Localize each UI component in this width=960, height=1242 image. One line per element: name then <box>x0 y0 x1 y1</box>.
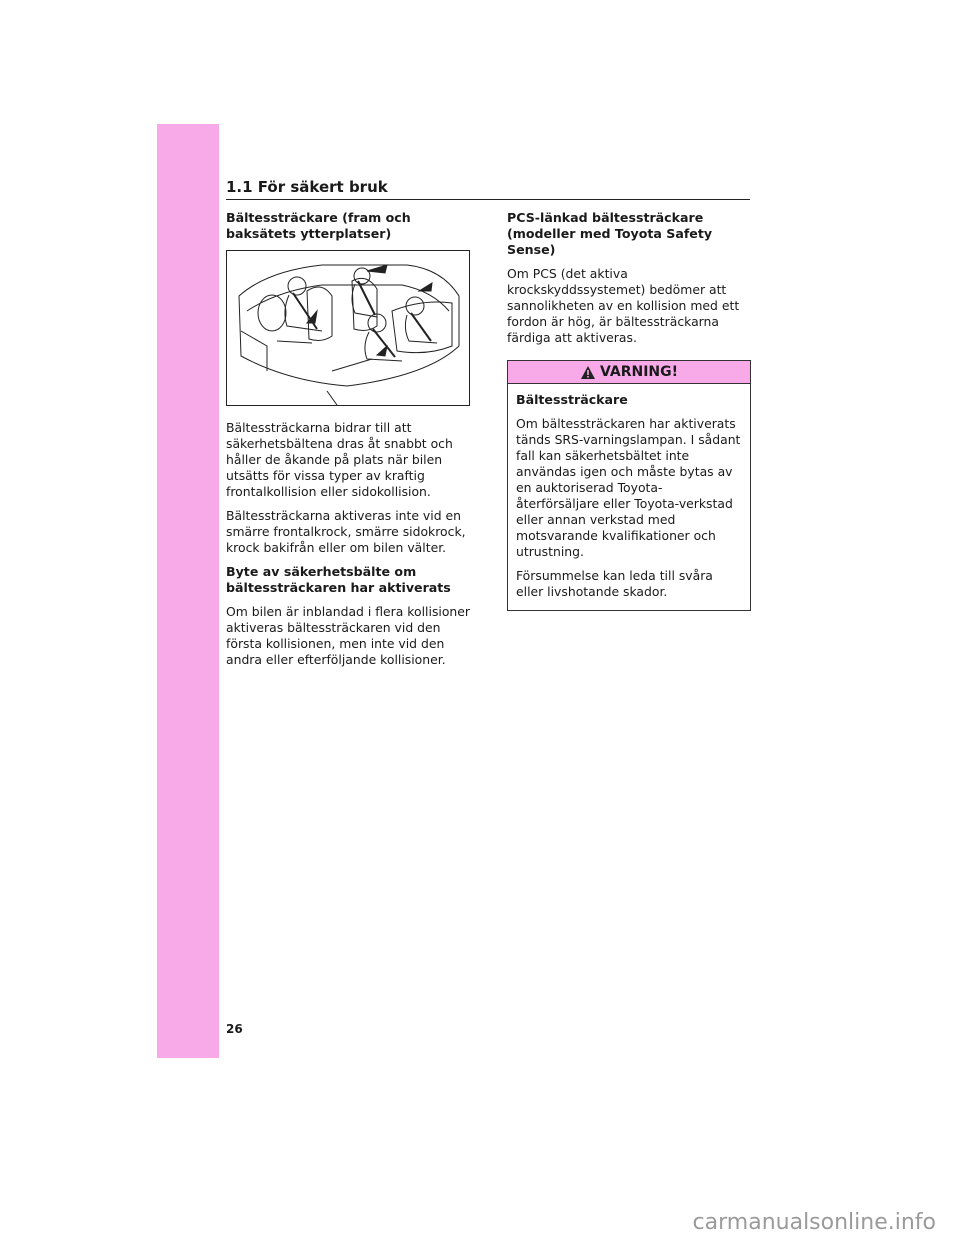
chapter-side-tab <box>157 124 219 1058</box>
left-column <box>226 210 474 676</box>
car-interior-illustration <box>227 251 469 405</box>
warning-body <box>508 384 750 610</box>
warning-title: VARNING! <box>599 364 679 380</box>
pcs-description: Om PCS (det aktiva krockskyddssystemet) bedömer att sannolikheten av en kollision med ett fordon är hög, är bältessträckarna färdiga att aktiveras. <box>507 266 740 345</box>
replacement-heading: Byte av säkerhetsbälte om bältessträckaren har aktiverats <box>226 564 451 595</box>
right-column <box>507 210 751 611</box>
warning-consequence: Försummelse kan leda till svåra eller livshotande skador. <box>516 568 713 599</box>
pretensioner-not-activated: Bältessträckarna aktiveras inte vid en smärre frontalkrock, smärre sidokrock, krock bakifrån eller om bilen välter. <box>226 508 466 555</box>
pcs-heading: PCS-länkad bältessträckare (modeller med Toyota Safety Sense) <box>507 210 713 257</box>
seatbelt-figure <box>226 250 470 406</box>
pretensioner-heading: Bältessträckare (fram och baksätets ytterplatser) <box>226 210 411 241</box>
warning-triangle-icon <box>580 365 596 380</box>
warning-text: Om bältessträckaren har aktiverats tänds SRS-varningslampan. I sådant fall kan säkerhetsbältet inte användas igen och måste bytas av en auktoriserad Toyota-återförsäljare eller Toyota-verkstad eller annan verkstad med motsvarande kvalifikationer och utrustning. <box>516 416 741 559</box>
warning-header <box>508 361 750 384</box>
warning-box <box>507 360 751 611</box>
warning-subheading: Bältessträckare <box>516 392 628 407</box>
pretensioner-description: Bältessträckarna bidrar till att säkerhetsbältena dras åt snabbt och håller de åkande på plats när bilen utsätts för vissa typer av kraftig frontalkollision eller sidokollision. <box>226 420 453 499</box>
page-number: 26 <box>226 1022 243 1036</box>
watermark: carmanualsonline.info <box>692 1210 936 1235</box>
replacement-description: Om bilen är inblandad i flera kollisioner aktiveras bältessträckaren vid den första kollisionen, men inte vid den andra eller efterföljande kollisioner. <box>226 604 470 667</box>
section-title: 1.1 För säkert bruk <box>226 178 750 200</box>
